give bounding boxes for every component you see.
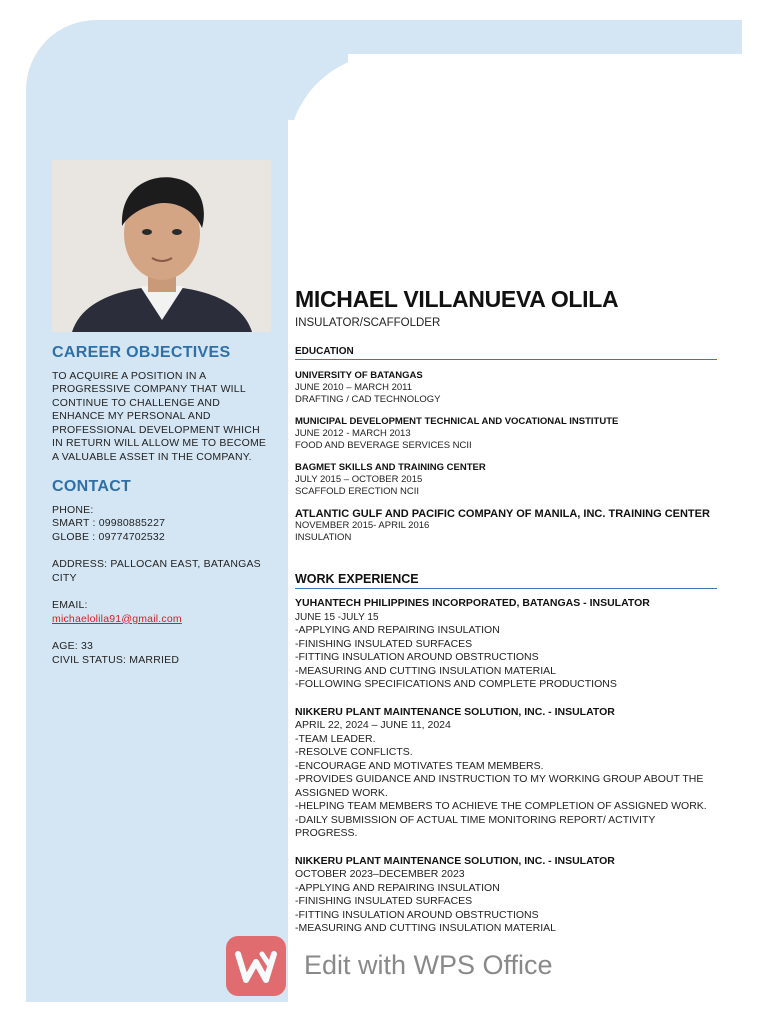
job-dates: APRIL 22, 2024 – JUNE 11, 2024	[295, 719, 451, 731]
education-dates: JULY 2015 – OCTOBER 2015	[295, 474, 423, 485]
education-dates: JUNE 2010 – MARCH 2011	[295, 382, 413, 393]
education-institution: BAGMET SKILLS AND TRAINING CENTER	[295, 462, 486, 473]
background-curve-mask	[288, 54, 488, 254]
applicant-name: MICHAEL VILLANUEVA OLILA	[295, 286, 619, 312]
job-duty: -HELPING TEAM MEMBERS TO ACHIEVE THE COMPLETION OF ASSIGNED WORK.	[295, 800, 707, 812]
address: ADDRESS: PALLOCAN EAST, BATANGAS CITY	[52, 558, 261, 584]
education-item	[295, 462, 717, 498]
job-duty: -FITTING INSULATION AROUND OBSTRUCTIONS	[295, 651, 539, 663]
job-duty: -FINISHING INSULATED SURFACES	[295, 895, 473, 907]
job-entry	[295, 706, 717, 841]
education-course: INSULATION	[295, 532, 352, 543]
smart-number: SMART : 09980885227	[52, 517, 166, 529]
job-title: NIKKERU PLANT MAINTENANCE SOLUTION, INC. - INSULATOR	[295, 705, 615, 718]
education-item	[295, 370, 717, 406]
job-duty: -PROVIDES GUIDANCE AND INSTRUCTION TO MY WORKING GROUP ABOUT THE ASSIGNED WORK.	[295, 773, 704, 799]
job-dates: OCTOBER 2023–DECEMBER 2023	[295, 868, 465, 880]
education-dates: JUNE 2012 - MARCH 2013	[295, 428, 411, 439]
job-title: YUHANTECH PHILIPPINES INCORPORATED, BATANGAS - INSULATOR	[295, 597, 650, 609]
job-title: NIKKERU PLANT MAINTENANCE SOLUTION, INC. - INSULATOR	[295, 854, 615, 867]
education-item	[295, 416, 717, 452]
job-dates: JUNE 15 -JULY 15	[295, 611, 379, 623]
education-institution: MUNICIPAL DEVELOPMENT TECHNICAL AND VOCATIONAL INSTITUTE	[295, 416, 619, 427]
work-experience-heading: WORK EXPERIENCE	[295, 572, 717, 589]
education-institution: UNIVERSITY OF BATANGAS	[295, 370, 423, 381]
wps-watermark-text: Edit with WPS Office	[304, 950, 553, 980]
job-duty: -TEAM LEADER.	[295, 732, 376, 745]
education-institution: ATLANTIC GULF AND PACIFIC COMPANY OF MANILA, INC. TRAINING CENTER	[295, 508, 710, 520]
applicant-role: INSULATOR/SCAFFOLDER	[295, 317, 441, 329]
wps-watermark[interactable]	[226, 936, 566, 1000]
job-duty: -MEASURING AND CUTTING INSULATION MATERIAL	[295, 664, 556, 677]
education-course: SCAFFOLD ERECTION NCII	[295, 486, 420, 497]
civil-status: CIVIL STATUS: MARRIED	[52, 653, 180, 666]
education-dates: NOVEMBER 2015- APRIL 2016	[295, 520, 430, 531]
job-duty: -DAILY SUBMISSION OF ACTUAL TIME MONITORING REPORT/ ACTIVITY PROGRESS.	[295, 813, 656, 839]
job-entry	[295, 855, 717, 936]
education-course: FOOD AND BEVERAGE SERVICES NCII	[295, 440, 472, 451]
email-label: EMAIL:	[52, 599, 88, 611]
age: AGE: 33	[52, 640, 94, 652]
job-duty: -APPLYING AND REPAIRING INSULATION	[295, 881, 500, 894]
career-objectives-text: TO ACQUIRE A POSITION IN A PROGRESSIVE COMPANY THAT WILL CONTINUE TO CHALLENGE AND ENHANCE MY PERSONAL AND PROFESSIONAL DEVELOPMENT WHICH IN RETURN WILL ALLOW ME TO BECOME A VALUABLE ASSET IN THE COMPANY.	[52, 369, 267, 463]
job-entry	[295, 597, 717, 692]
job-duty: -FITTING INSULATION AROUND OBSTRUCTIONS	[295, 908, 539, 921]
main-content	[295, 286, 717, 936]
job-duty: -RESOLVE CONFLICTS.	[295, 746, 413, 758]
email-link[interactable]: michaelolila91@gmail.com	[52, 612, 182, 625]
globe-number: GLOBE : 09774702532	[52, 530, 165, 543]
education-heading: EDUCATION	[295, 346, 717, 360]
email-link-row	[52, 613, 272, 627]
job-duty: -ENCOURAGE AND MOTIVATES TEAM MEMBERS.	[295, 759, 544, 772]
wps-office-logo-icon	[226, 936, 286, 996]
job-duty: -MEASURING AND CUTTING INSULATION MATERIAL	[295, 922, 556, 934]
profile-photo	[52, 160, 271, 332]
contact-heading: CONTACT	[52, 478, 132, 495]
job-duty: -FOLLOWING SPECIFICATIONS AND COMPLETE PRODUCTIONS	[295, 678, 617, 690]
education-course: DRAFTING / CAD TECHNOLOGY	[295, 394, 441, 405]
job-duty: -APPLYING AND REPAIRING INSULATION	[295, 624, 500, 636]
education-item	[295, 508, 717, 544]
phone-label: PHONE:	[52, 503, 94, 516]
header-band-background	[96, 20, 742, 54]
job-duty: -FINISHING INSULATED SURFACES	[295, 637, 473, 650]
sidebar	[52, 346, 272, 667]
career-objectives-heading: CAREER OBJECTIVES	[52, 344, 231, 361]
